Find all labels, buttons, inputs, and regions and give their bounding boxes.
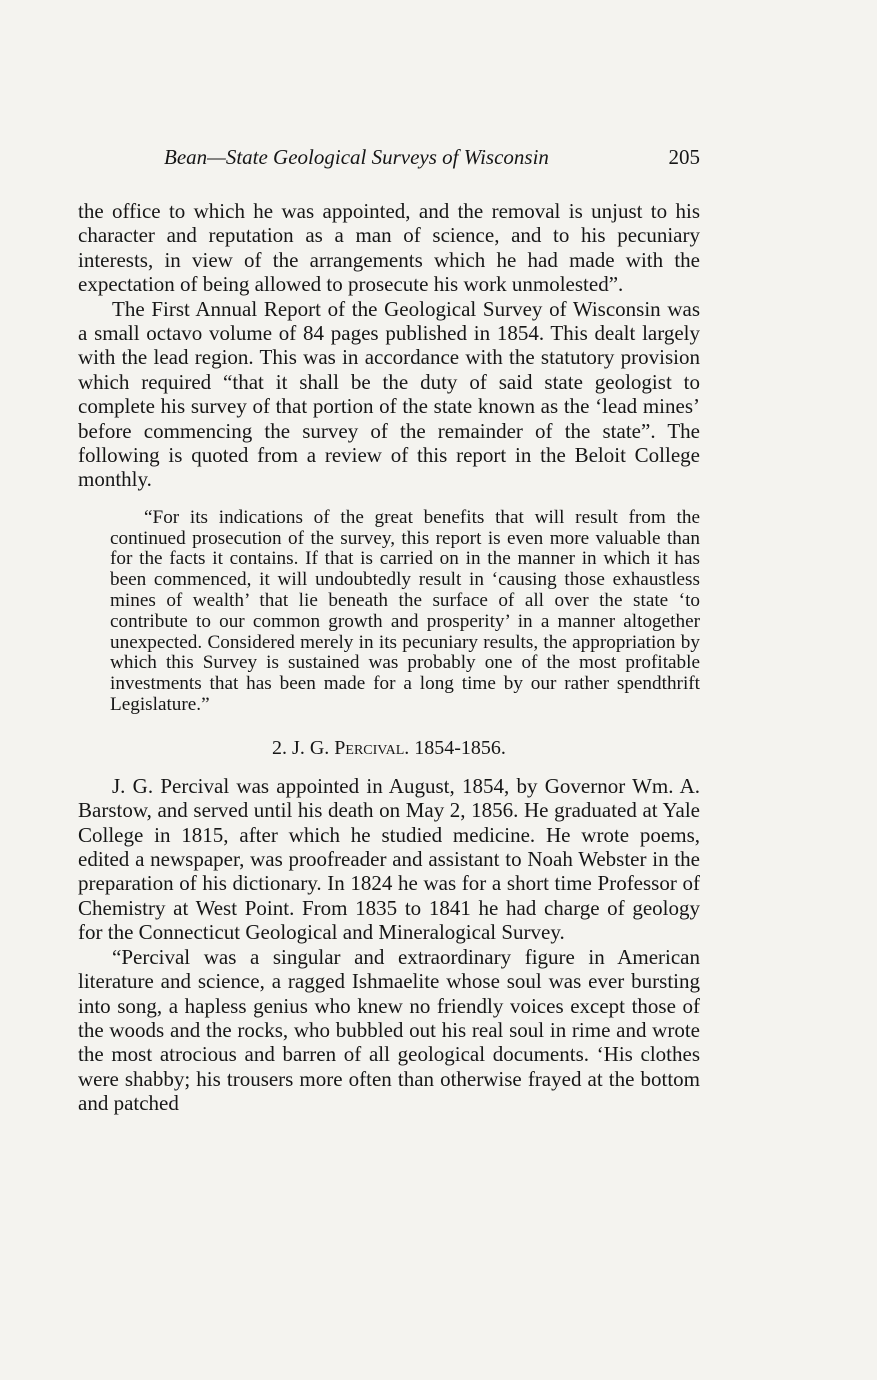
running-head [78,145,700,175]
section-years: 1854-1856. [414,736,506,759]
paragraph-continued: the office to which he was appointed, and the removal is unjust to his character and reputation as a man of science, and to his pecuniary interests, in view of the arrangements which he had made with the expectation of being allowed to prosecute his work unmolested”. [78,199,700,297]
section-heading [78,736,700,760]
block-quote-beloit-review: “For its indications of the great benefits that will result from the continued prosecution of the survey, this report is even more valuable than for the facts it contains. If that is carried on in the manner in which it has been commenced, it will undoubtedly result in ‘causing those exhaustless mines of wealth’ that lie beneath the surface of all over the state ‘to contribute to our common growth and prosperity’ in a manner altogether unexpected. Considered merely in its pecuniary results, the appropriation by which this Survey is sustained was probably one of the most profitable investments that has been made for a long time by our rather spendthrift Legislature.” [110,506,700,716]
document-page [78,145,700,1116]
section-number: 2. [272,736,288,759]
paragraph-first-annual-report: The First Annual Report of the Geological Survey of Wisconsin was a small octavo volume of 84 pages published in 1854. This dealt largely with the lead region. This was in accordance with the statutory provision which required “that it shall be the duty of said state geologist to complete his survey of that portion of the state known as the ‘lead mines’ before commencing the survey of the remainder of the state”. The following is quoted from a review of this report in the Beloit College monthly. [78,296,700,492]
paragraph-percival-quote: “Percival was a singular and extraordinary figure in American literature and science, a ragged Ishmaelite whose soul was ever bursting into song, a hapless genius who knew no friendly voices except those of the woods and the rocks, who bubbled out his real soul in rime and wrote the most atrocious and barren of all geological documents. ‘His clothes were shabby; his trousers more often than otherwise frayed at the bottom and patched [78,944,700,1116]
running-title: Bean—State Geological Surveys of Wisconsin [164,145,549,169]
page-number: 205 [668,145,700,169]
section-name: J. G. Percival. [292,736,410,759]
paragraph-percival-bio: J. G. Percival was appointed in August, 1854, by Governor Wm. A. Barstow, and served until his death on May 2, 1856. He graduated at Yale College in 1815, after which he studied medicine. He wrote poems, edited a newspaper, was proofreader and assistant to Noah Webster in the preparation of his dictionary. In 1824 he was for a short time Professor of Chemistry at West Point. From 1835 to 1841 he had charge of geology for the Connecticut Geological and Mineralogical Survey. [78,773,700,945]
